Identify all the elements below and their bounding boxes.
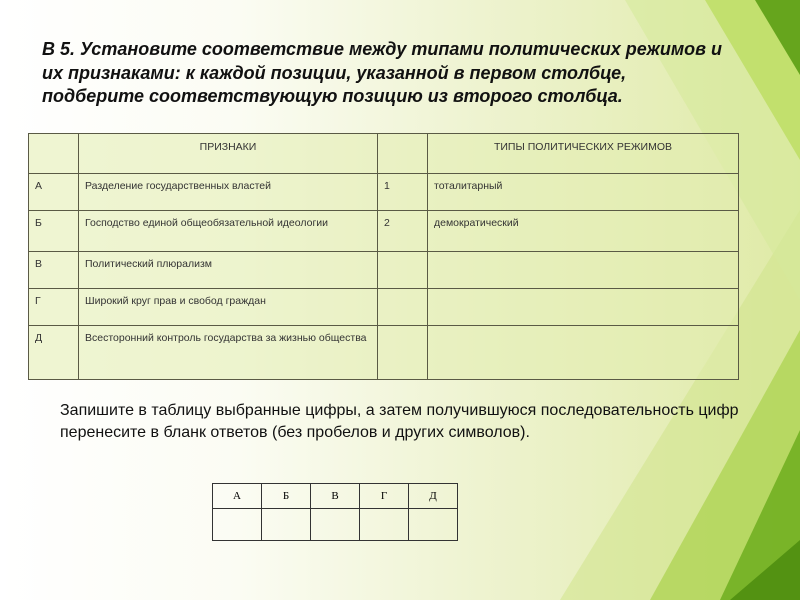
answer-cell[interactable]: [360, 509, 409, 541]
table-row: [29, 211, 739, 252]
answer-cell[interactable]: [409, 509, 458, 541]
row-number: [378, 289, 428, 326]
table-row: [29, 252, 739, 289]
header-features: ПРИЗНАКИ: [79, 134, 378, 174]
row-number: [378, 326, 428, 380]
answer-header-cell: Б: [262, 484, 311, 509]
row-feature: Широкий круг прав и свобод граждан: [79, 289, 378, 326]
row-feature: Господство единой общеобязательной идеологии: [79, 211, 378, 252]
row-number: 2: [378, 211, 428, 252]
row-regime: тоталитарный: [428, 174, 739, 211]
instruction-text: Запишите в таблицу выбранные цифры, а затем получившуюся последовательность цифр перенесите в бланк ответов (без пробелов и других символов).: [60, 402, 739, 441]
answer-header-cell: В: [311, 484, 360, 509]
table-row: [29, 174, 739, 211]
row-regime: [428, 289, 739, 326]
answer-header-cell: А: [213, 484, 262, 509]
table-row: [29, 326, 739, 380]
row-regime: демократический: [428, 211, 739, 252]
row-number: [378, 252, 428, 289]
row-feature: Всесторонний контроль государства за жизнью общества: [79, 326, 378, 380]
header-empty-cell: [29, 134, 79, 174]
table-row: [29, 289, 739, 326]
row-letter: Д: [29, 326, 79, 380]
answer-input-row: [213, 509, 458, 541]
answer-cell[interactable]: [213, 509, 262, 541]
row-letter: Г: [29, 289, 79, 326]
answer-table: [212, 483, 458, 541]
row-letter: А: [29, 174, 79, 211]
answer-header-cell: Д: [409, 484, 458, 509]
row-regime: [428, 252, 739, 289]
answer-header-cell: Г: [360, 484, 409, 509]
row-feature: Разделение государственных властей: [79, 174, 378, 211]
matching-table-header-row: [29, 134, 739, 174]
task-title: В 5. Установите соответствие между типами политических режимов и их признаками: к каждой позиции, указанной в первом столбце, подберите соответствующую позицию из второго столбца.: [42, 39, 722, 106]
header-regime-types: ТИПЫ ПОЛИТИЧЕСКИХ РЕЖИМОВ: [428, 134, 739, 174]
row-regime: [428, 326, 739, 380]
answer-cell[interactable]: [311, 509, 360, 541]
row-letter: Б: [29, 211, 79, 252]
row-letter: В: [29, 252, 79, 289]
row-feature: Политический плюрализм: [79, 252, 378, 289]
answer-cell[interactable]: [262, 509, 311, 541]
header-empty-cell: [378, 134, 428, 174]
answer-header-row: [213, 484, 458, 509]
row-number: 1: [378, 174, 428, 211]
matching-table: [28, 133, 739, 380]
